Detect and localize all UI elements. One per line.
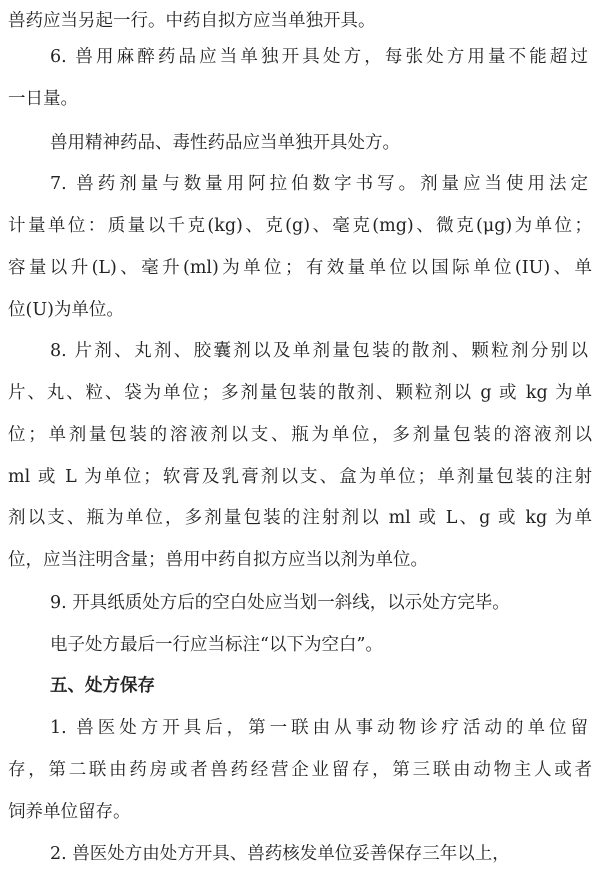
- text-line: 计量单位：质量以千克(kg)、克(g)、毫克(mg)、微克(μg)为单位；: [8, 216, 592, 236]
- text-line: 存，第二联由药房或者兽药经营企业留存，第三联由动物主人或者: [8, 760, 592, 780]
- text-line: 位，应当注明含量；兽用中药自拟方应当以剂为单位。: [8, 550, 428, 570]
- text-line: 1. 兽医处方开具后，第一联由从事动物诊疗活动的单位留: [50, 718, 588, 738]
- section-heading: 五、处方保存: [50, 676, 155, 696]
- text-line: 6. 兽用麻醉药品应当单独开具处方，每张处方用量不能超过: [50, 47, 588, 67]
- text-line: 8. 片剂、丸剂、胶囊剂以及单剂量包装的散剂、颗粒剂分别以: [50, 341, 588, 361]
- text-line: 电子处方最后一行应当标注“以下为空白”。: [50, 635, 383, 655]
- text-line: 兽用精神药品、毒性药品应当单独开具处方。: [50, 133, 400, 153]
- text-line: 7. 兽药剂量与数量用阿拉伯数字书写。剂量应当使用法定: [50, 174, 588, 194]
- text-line: 兽药应当另起一行。中药自拟方应当单独开具。: [8, 11, 376, 31]
- text-line: ml 或 L 为单位；软膏及乳膏剂以支、盒为单位；单剂量包装的注射: [8, 467, 592, 487]
- text-line: 容量以升(L)、毫升(ml)为单位；有效量单位以国际单位(IU)、单: [8, 258, 592, 278]
- text-line: 2. 兽医处方由处方开具、兽药核发单位妥善保存三年以上，: [50, 844, 510, 864]
- text-line: 位(U)为单位。: [8, 300, 124, 320]
- text-line: 剂以支、瓶为单位，多剂量包装的注射剂以 ml 或 L、g 或 kg 为单: [8, 508, 592, 528]
- text-line: 一日量。: [8, 89, 78, 109]
- text-line: 位；单剂量包装的溶液剂以支、瓶为单位，多剂量包装的溶液剂以: [8, 425, 592, 445]
- text-line: 片、丸、粒、袋为单位；多剂量包装的散剂、颗粒剂以 g 或 kg 为单: [8, 383, 592, 403]
- text-line: 9. 开具纸质处方后的空白处应当划一斜线，以示处方完毕。: [50, 593, 510, 613]
- text-line: 饲养单位留存。: [8, 802, 131, 822]
